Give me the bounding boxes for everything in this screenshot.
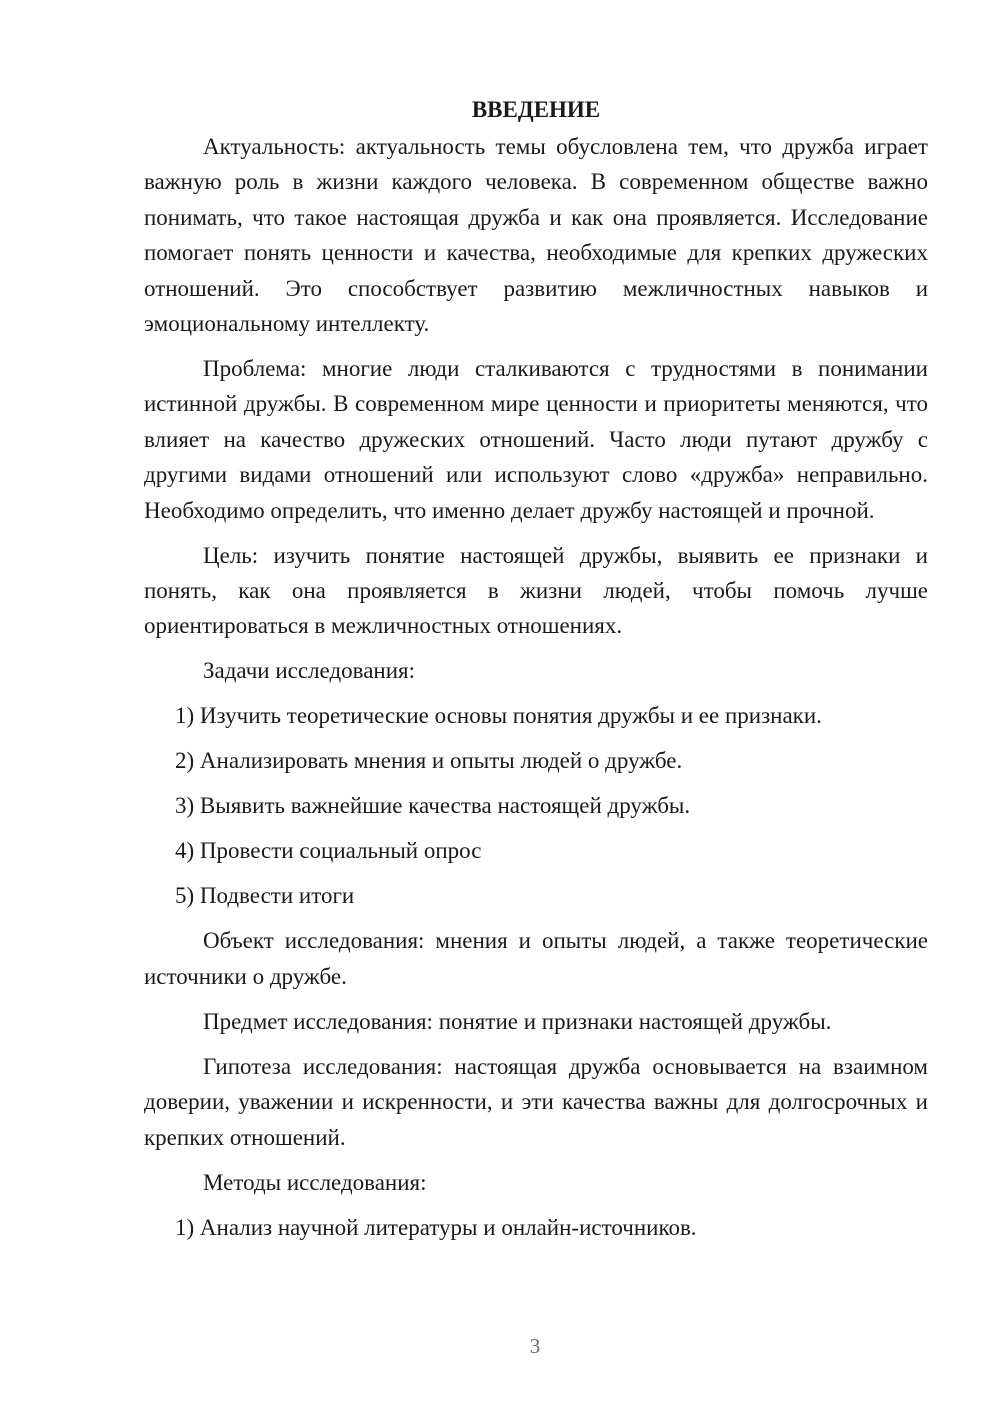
task-item: 1) Изучить теоретические основы понятия дружбы и ее признаки. <box>175 703 822 729</box>
paragraph-goal: Цель: изучить понятие настоящей дружбы, выявить ее признаки и понять, как она проявляется в жизни людей, чтобы помочь лучше ориентироваться в межличностных отношениях. <box>144 542 928 639</box>
task-item: 4) Провести социальный опрос <box>175 838 482 864</box>
paragraph-problem: Проблема: многие люди сталкиваются с трудностями в понимании истинной дружбы. В современном мире ценности и приоритеты меняются, что влияет на качество дружеских отношений. Часто люди путают дружбу с другими видами отношений или используют слово «дружба» неправильно. Необходимо определить, что именно делает дружбу настоящей и прочной. <box>144 356 928 523</box>
paragraph-object: Объект исследования: мнения и опыты людей, а также теоретические источники о дружбе. <box>144 928 928 989</box>
paragraph-subject: Предмет исследования: понятие и признаки настоящей дружбы. <box>203 1008 832 1034</box>
task-item: 5) Подвести итоги <box>175 883 355 909</box>
task-item: 2) Анализировать мнения и опыты людей о дружбе. <box>175 748 683 774</box>
method-item: 1) Анализ научной литературы и онлайн-источников. <box>175 1214 697 1240</box>
tasks-heading: Задачи исследования: <box>203 658 416 684</box>
page-number: 3 <box>529 1334 541 1358</box>
page-title: ВВЕДЕНИЕ <box>471 97 601 122</box>
task-item: 3) Выявить важнейшие качества настоящей дружбы. <box>175 793 691 819</box>
paragraph-hypothesis: Гипотеза исследования: настоящая дружба основывается на взаимном доверии, уважении и искренности, и эти качества важны для долгосрочных и крепких отношений. <box>144 1053 928 1150</box>
methods-heading: Методы исследования: <box>203 1169 427 1195</box>
page-content <box>144 92 928 1255</box>
paragraph-relevance: Актуальность: актуальность темы обусловлена тем, что дружба играет важную роль в жизни каждого человека. В современном обществе важно понимать, что такое настоящая дружба и как она проявляется. Исследование помогает понять ценности и качества, необходимые для крепких дружеских отношений. Это способствует развитию межличностных навыков и эмоциональному интеллекту. <box>144 134 928 337</box>
